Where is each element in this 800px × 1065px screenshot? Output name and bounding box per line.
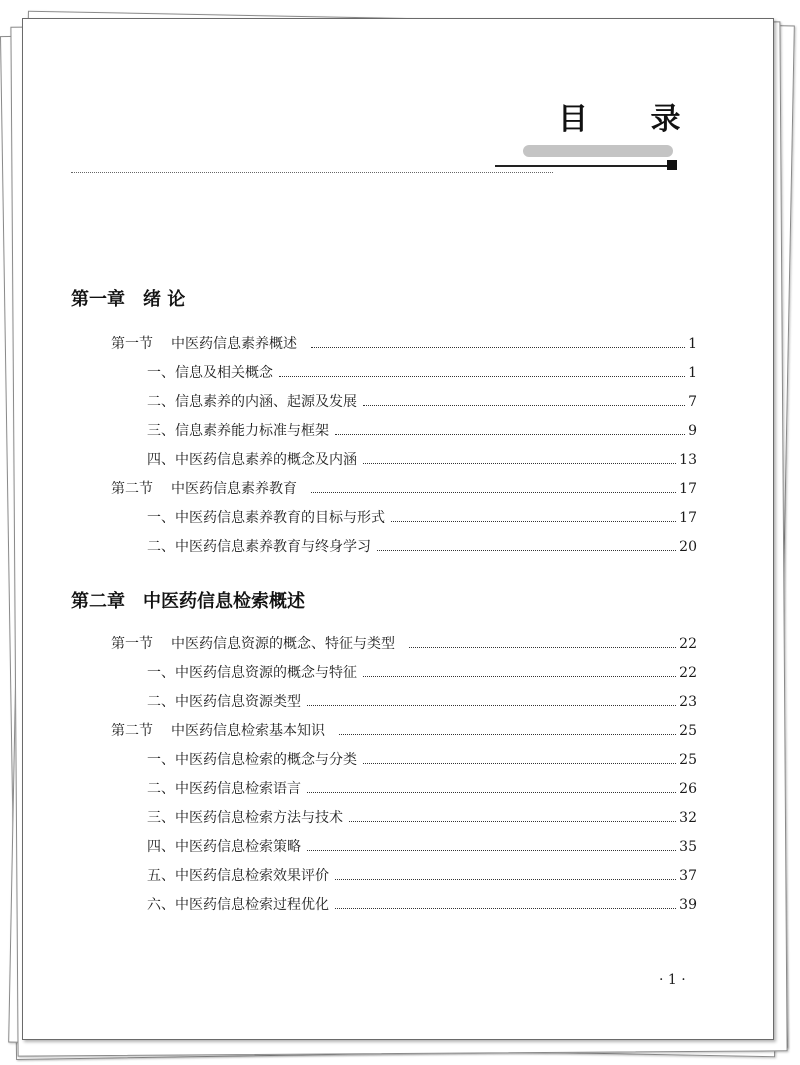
- toc-subsection-entry[interactable]: [147, 509, 697, 527]
- toc-subsection-entry[interactable]: [147, 896, 697, 914]
- toc-section-entry[interactable]: [111, 722, 697, 740]
- subsection-title: 二、中医药信息检索语言: [147, 781, 301, 797]
- toc-subsection-entry[interactable]: [147, 838, 697, 856]
- dot-leader: [279, 376, 685, 377]
- chapter-heading: [71, 285, 185, 311]
- section-title: 中医药信息素养概述: [171, 336, 297, 352]
- page-number: 17: [679, 481, 697, 497]
- dot-leader: [363, 676, 676, 677]
- section-label: 第二节: [111, 723, 153, 739]
- page-number: 32: [679, 810, 697, 826]
- subsection-title: 四、中医药信息检索策略: [147, 839, 301, 855]
- section-title: 中医药信息检索基本知识: [171, 723, 325, 739]
- toc-section-entry[interactable]: [111, 635, 697, 653]
- page-number: 17: [679, 510, 697, 526]
- toc-section-entry[interactable]: [111, 335, 697, 353]
- page-number: 9: [688, 423, 697, 439]
- subsection-title: 二、中医药信息素养教育与终身学习: [147, 539, 371, 555]
- header-decoration-line: [495, 165, 671, 167]
- toc-subsection-entry[interactable]: [147, 422, 697, 440]
- subsection-title: 四、中医药信息素养的概念及内涵: [147, 452, 357, 468]
- toc-subsection-entry[interactable]: [147, 809, 697, 827]
- subsection-title: 一、中医药信息资源的概念与特征: [147, 665, 357, 681]
- toc-section-entry[interactable]: [111, 480, 697, 498]
- subsection-title: 一、中医药信息素养教育的目标与形式: [147, 510, 385, 526]
- page-number: 22: [679, 636, 697, 652]
- dot-leader: [307, 850, 676, 851]
- toc-subsection-entry[interactable]: [147, 751, 697, 769]
- page-number: 39: [679, 897, 697, 913]
- toc-subsection-entry[interactable]: [147, 867, 697, 885]
- section-title: 中医药信息资源的概念、特征与类型: [171, 636, 395, 652]
- chapter-label: 第二章: [71, 591, 125, 612]
- toc-subsection-entry[interactable]: [147, 664, 697, 682]
- toc-subsection-entry[interactable]: [147, 451, 697, 469]
- subsection-title: 六、中医药信息检索过程优化: [147, 897, 329, 913]
- chapter-title: 中医药信息检索概述: [143, 591, 305, 612]
- page-folio-number: · 1 ·: [659, 972, 686, 988]
- dot-leader: [311, 492, 676, 493]
- dot-leader: [363, 405, 685, 406]
- header-dotted-rule: [71, 172, 553, 173]
- page-number: 1: [688, 336, 697, 352]
- document-page: [22, 18, 774, 1040]
- dot-leader: [335, 879, 676, 880]
- dot-leader: [363, 763, 676, 764]
- subsection-title: 一、信息及相关概念: [147, 365, 273, 381]
- page-number: 25: [679, 723, 697, 739]
- chapter-title: 绪 论: [143, 289, 186, 310]
- section-label: 第一节: [111, 336, 153, 352]
- dot-leader: [409, 647, 676, 648]
- section-label: 第一节: [111, 636, 153, 652]
- dot-leader: [307, 705, 676, 706]
- page-number: 23: [679, 694, 697, 710]
- subsection-title: 五、中医药信息检索效果评价: [147, 868, 329, 884]
- toc-subsection-entry[interactable]: [147, 538, 697, 556]
- subsection-title: 二、信息素养的内涵、起源及发展: [147, 394, 357, 410]
- dot-leader: [349, 821, 676, 822]
- chapter-label: 第一章: [71, 289, 125, 310]
- toc-subsection-entry[interactable]: [147, 393, 697, 411]
- page-number: 35: [679, 839, 697, 855]
- page-number: 26: [679, 781, 697, 797]
- subsection-title: 二、中医药信息资源类型: [147, 694, 301, 710]
- page-number: 1: [688, 365, 697, 381]
- page-number: 20: [679, 539, 697, 555]
- toc-title: 目 录: [558, 102, 707, 137]
- dot-leader: [339, 734, 676, 735]
- page-number: 25: [679, 752, 697, 768]
- header-decoration-square: [667, 160, 677, 170]
- dot-leader: [335, 434, 685, 435]
- dot-leader: [363, 463, 676, 464]
- subsection-title: 三、信息素养能力标准与框架: [147, 423, 329, 439]
- toc-subsection-entry[interactable]: [147, 693, 697, 711]
- subsection-title: 三、中医药信息检索方法与技术: [147, 810, 343, 826]
- dot-leader: [311, 347, 685, 348]
- section-label: 第二节: [111, 481, 153, 497]
- toc-subsection-entry[interactable]: [147, 364, 697, 382]
- dot-leader: [391, 521, 676, 522]
- chapter-heading: [71, 587, 305, 613]
- page-number: 13: [679, 452, 697, 468]
- header-decoration-bar: [523, 145, 673, 157]
- subsection-title: 一、中医药信息检索的概念与分类: [147, 752, 357, 768]
- page-number: 7: [688, 394, 697, 410]
- dot-leader: [307, 792, 676, 793]
- page-number: 37: [679, 868, 697, 884]
- dot-leader: [377, 550, 676, 551]
- dot-leader: [335, 908, 676, 909]
- section-title: 中医药信息素养教育: [171, 481, 297, 497]
- page-number: 22: [679, 665, 697, 681]
- toc-subsection-entry[interactable]: [147, 780, 697, 798]
